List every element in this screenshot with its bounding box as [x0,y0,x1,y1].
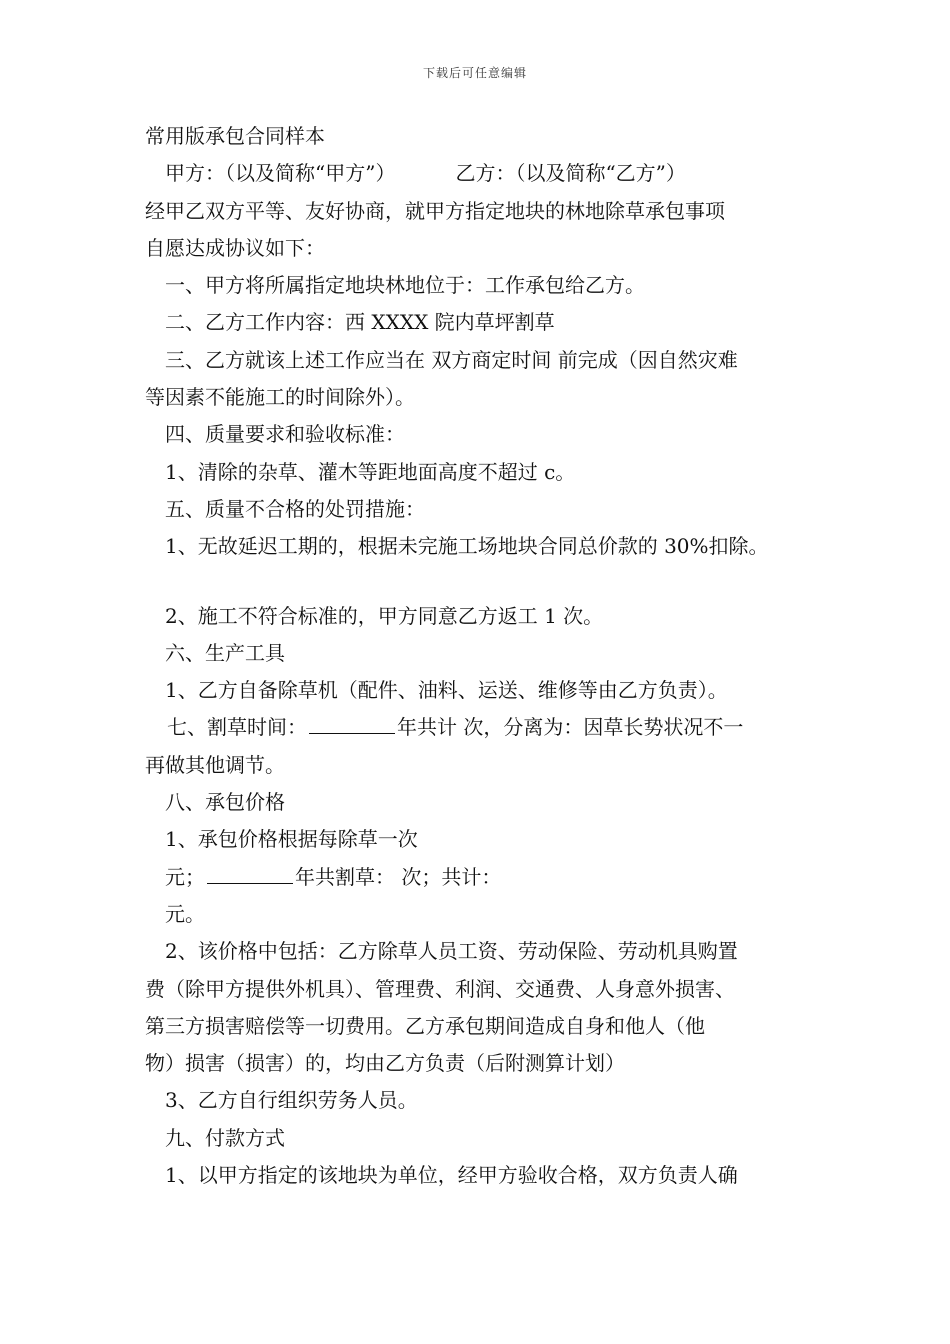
clause-8-item-1-end: 元。 [165,901,205,926]
clause-8-item-2-line-3: 第三方损害赔偿等一切费用。乙方承包期间造成自身和他人（他 [145,1013,705,1038]
clause-3-line-1: 三、乙方就该上述工作应当在 双方商定时间 前完成（因自然灾难 [165,347,738,372]
clause-9: 九、付款方式 [165,1125,285,1150]
clause-3-line-2: 等因素不能施工的时间除外）。 [145,385,415,410]
clause-4-item-1: 1、清除的杂草、灌木等距地面高度不超过 c。 [165,459,576,484]
clause-7-line-2: 再做其他调节。 [145,752,285,777]
clause-8-yuan: 元； [165,864,205,889]
party-a: 甲方：（以及简称“甲方”） [165,161,396,186]
fill-blank [207,863,293,884]
clause-8: 八、承包价格 [165,790,285,815]
clause-8-item-3: 3、乙方自行组织劳务人员。 [165,1088,418,1113]
clause-7-suffix: 年共计 次，分离为：因草长势状况不一 [397,715,744,740]
clause-6-item-1: 1、乙方自备除草机（配件、油料、运送、维修等由乙方负责）。 [165,678,728,703]
clause-8-item-2-line-2: 费（除甲方提供外机具）、管理费、利润、交通费、人身意外损害、 [145,976,735,1001]
clause-5-item-1: 1、无故延迟工期的，根据未完施工场地块合同总价款的 30%扣除。 [165,534,769,559]
spacer [145,566,845,598]
clause-8-mow-count: 年共割草： 次；共计： [295,864,502,889]
clause-5: 五、质量不合格的处罚措施： [165,496,425,521]
page-header: 下载后可任意编辑 [422,66,527,80]
clause-8-item-2-line-1: 2、该价格中包括：乙方除草人员工资、劳动保险、劳动机具购置 [165,939,738,964]
party-b: 乙方：（以及简称“乙方”） [455,161,686,186]
document-body [145,118,845,1194]
parties-line [145,155,845,192]
clause-4: 四、质量要求和验收标准： [165,422,405,447]
fill-blank [309,713,395,734]
clause-9-item-1: 1、以甲方指定的该地块为单位，经甲方验收合格，双方负责人确 [165,1163,738,1188]
intro-line-2: 自愿达成协议如下： [145,235,325,260]
clause-6: 六、生产工具 [165,640,285,665]
intro-line-1: 经甲乙双方平等、友好协商，就甲方指定地块的林地除草承包事项 [145,198,725,223]
clause-1: 一、甲方将所属指定地块林地位于：工作承包给乙方。 [165,273,645,298]
clause-7-prefix: 七、割草时间： [167,715,307,740]
document-title: 常用版承包合同样本 [145,124,325,148]
clause-7-line-1 [145,709,845,746]
clause-2: 二、乙方工作内容：西 XXXX 院内草坪割草 [165,310,555,335]
clause-5-item-2: 2、施工不符合标准的，甲方同意乙方返工 1 次。 [165,603,604,628]
clause-8-item-1: 1、承包价格根据每除草一次 [165,827,418,852]
clause-8-item-1-cont [145,859,845,896]
clause-8-item-2-line-4: 物）损害（损害）的，均由乙方负责（后附测算计划） [145,1051,625,1076]
